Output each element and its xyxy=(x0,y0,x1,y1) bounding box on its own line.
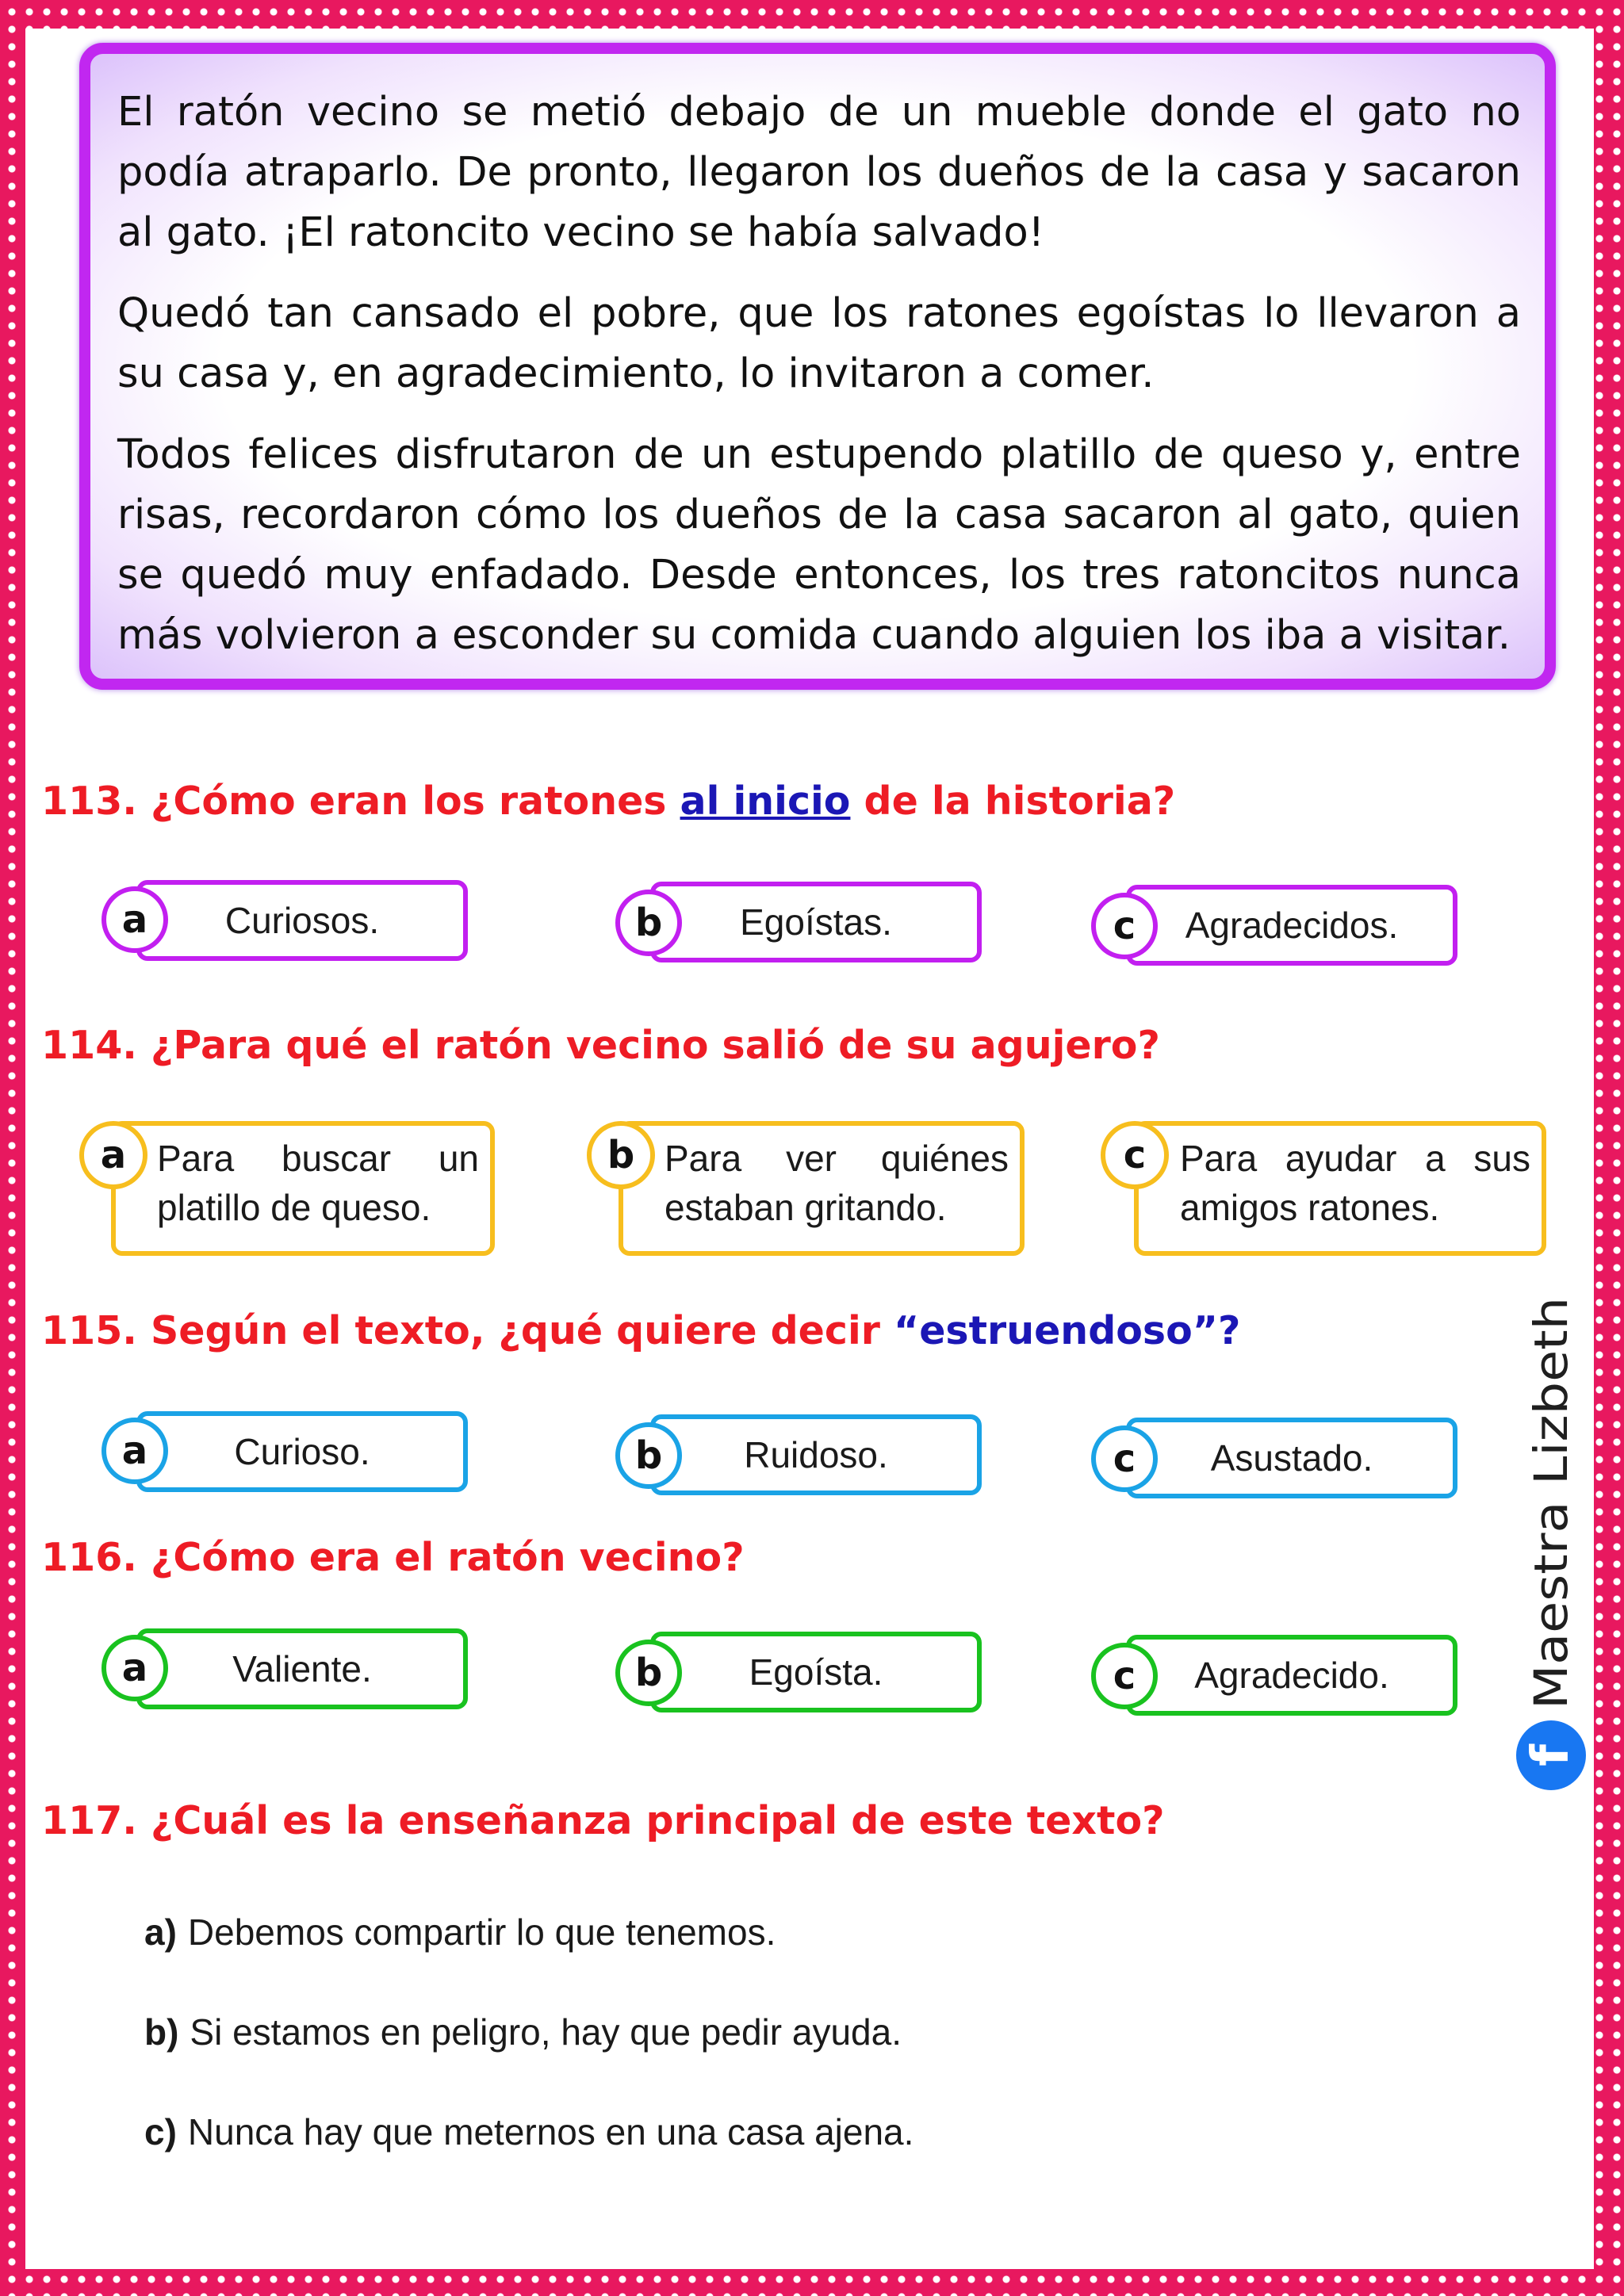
option-label: Agradecidos. xyxy=(1126,885,1457,966)
facebook-letter: f xyxy=(1522,1744,1580,1766)
option-label: Ruidoso. xyxy=(650,1414,982,1495)
option-letter: c xyxy=(1091,1425,1158,1492)
option-letter: a xyxy=(102,1418,168,1484)
watermark-text: Maestra Lizbeth xyxy=(1524,1342,1578,1709)
story-paragraph: Quedó tan cansado el pobre, que los ratones egoístas lo llevaron a su casa y, en agradecimiento, lo invitaron a comer. xyxy=(117,290,1521,397)
question-117: 117. ¿Cuál es la enseñanza principal de este texto? xyxy=(41,1798,1165,1843)
answer-letter: a) xyxy=(144,1911,177,1953)
story-paragraph: Todos felices disfrutaron de un estupendo platillo de queso y, entre risas, recordaron cómo los dueños de la casa sacaron al gato, quien se quedó muy enfadado. Desde entonces, los tres ratoncitos nunca más volvieron a esconder su comida cuando alguien los iba a visitar. xyxy=(117,431,1521,659)
option-letter: b xyxy=(615,1422,682,1489)
question-text: de la historia? xyxy=(850,779,1176,824)
facebook-icon xyxy=(1516,1720,1586,1790)
option-letter: b xyxy=(587,1121,655,1189)
answer-117-a[interactable] xyxy=(144,1911,776,1954)
story-box xyxy=(79,43,1556,690)
answer-117-c[interactable] xyxy=(144,2110,914,2153)
option-label: Para buscar un platillo de queso. xyxy=(111,1121,495,1256)
answer-letter: c) xyxy=(144,2111,177,2152)
question-text: 113. ¿Cómo eran los ratones xyxy=(41,779,680,824)
option-label: Curioso. xyxy=(136,1411,468,1492)
question-text: 115. Según el texto, ¿qué quiere decir xyxy=(41,1308,894,1353)
answer-letter: b) xyxy=(144,2011,179,2053)
answer-text: Si estamos en peligro, hay que pedir ayuda. xyxy=(190,2011,902,2053)
option-label: Asustado. xyxy=(1126,1418,1457,1498)
question-highlight: al inicio xyxy=(680,779,851,824)
option-letter: a xyxy=(102,1635,168,1701)
option-label: Agradecido. xyxy=(1126,1635,1457,1716)
option-label: Egoístas. xyxy=(650,882,982,962)
option-label: Para ver quiénes estaban gritando. xyxy=(619,1121,1025,1256)
worksheet-sheet xyxy=(25,29,1594,2269)
option-label: Valiente. xyxy=(136,1628,468,1709)
option-label: Para ayudar a sus amigos ratones. xyxy=(1134,1121,1546,1256)
story-paragraph: El ratón vecino se metió debajo de un mueble donde el gato no podía atraparlo. De pronto, llegaron los dueños de la casa y sacaron al gato. ¡El ratoncito vecino se había salvado! xyxy=(117,89,1521,256)
option-letter: b xyxy=(615,890,682,956)
option-letter: c xyxy=(1091,1643,1158,1709)
question-114: 114. ¿Para qué el ratón vecino salió de su agujero? xyxy=(41,1023,1160,1068)
watermark xyxy=(1516,1289,1588,1797)
answer-text: Nunca hay que meternos en una casa ajena. xyxy=(187,2111,914,2152)
option-label: Curiosos. xyxy=(136,880,468,961)
question-115 xyxy=(41,1308,1240,1353)
answer-117-b[interactable] xyxy=(144,2011,902,2053)
option-letter: b xyxy=(615,1640,682,1706)
option-letter: c xyxy=(1091,893,1158,959)
option-letter: a xyxy=(79,1121,147,1189)
option-label: Egoísta. xyxy=(650,1632,982,1712)
question-113 xyxy=(41,779,1175,824)
option-letter: a xyxy=(102,886,168,953)
question-highlight: “estruendoso”? xyxy=(894,1308,1241,1353)
answer-text: Debemos compartir lo que tenemos. xyxy=(187,1911,776,1953)
question-116: 116. ¿Cómo era el ratón vecino? xyxy=(41,1535,745,1580)
option-letter: c xyxy=(1101,1121,1169,1189)
